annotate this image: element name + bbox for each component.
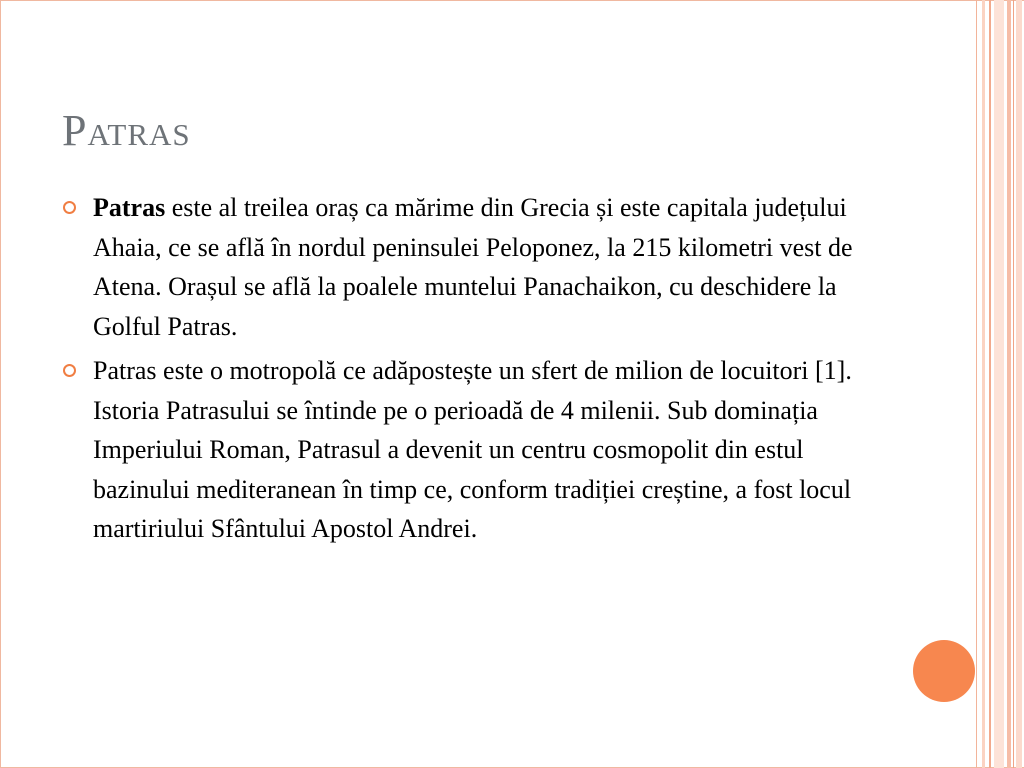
bullet-bold-lead: Patras [93,193,166,222]
bullet-text: Patras este o motropolă ce adăpostește un sfert de milion de locuitori [1]. Istoria Patrasului se întinde pe o perioadă de 4 milenii. Sub dominația Imperiului Roman, Patrasul a devenit un centru cosmopolit din estul bazinului mediteranean în timp ce, conform tradiției creștine, a fost locul martiriului Sfântului Apostol Andrei. [93,356,852,543]
frame-left-line [0,0,1,768]
bullet-text: este al treilea oraș ca mărime din Grecia și este capitala județului Ahaia, ce se află în nordul peninsulei Peloponez, la 215 kilometri vest de Atena. Orașul se află la poalele muntelui Panachaikon, cu deschidere la Golful Patras. [93,193,853,341]
decorative-stripes [976,0,1024,768]
stripe [1016,0,1022,768]
stripe [982,0,985,768]
decorative-circle [913,640,975,702]
stripe [976,0,977,768]
slide-content [62,188,882,554]
bullet-item [62,351,882,549]
stripe [1007,0,1011,768]
bullet-ring-icon [63,364,76,377]
stripe [994,0,1004,768]
stripe [989,0,991,768]
stripe [1013,0,1014,768]
slide-title: Patras [62,106,191,155]
bullet-item [62,188,882,346]
frame-top-line [0,0,1024,1]
bullet-ring-icon [63,201,76,214]
